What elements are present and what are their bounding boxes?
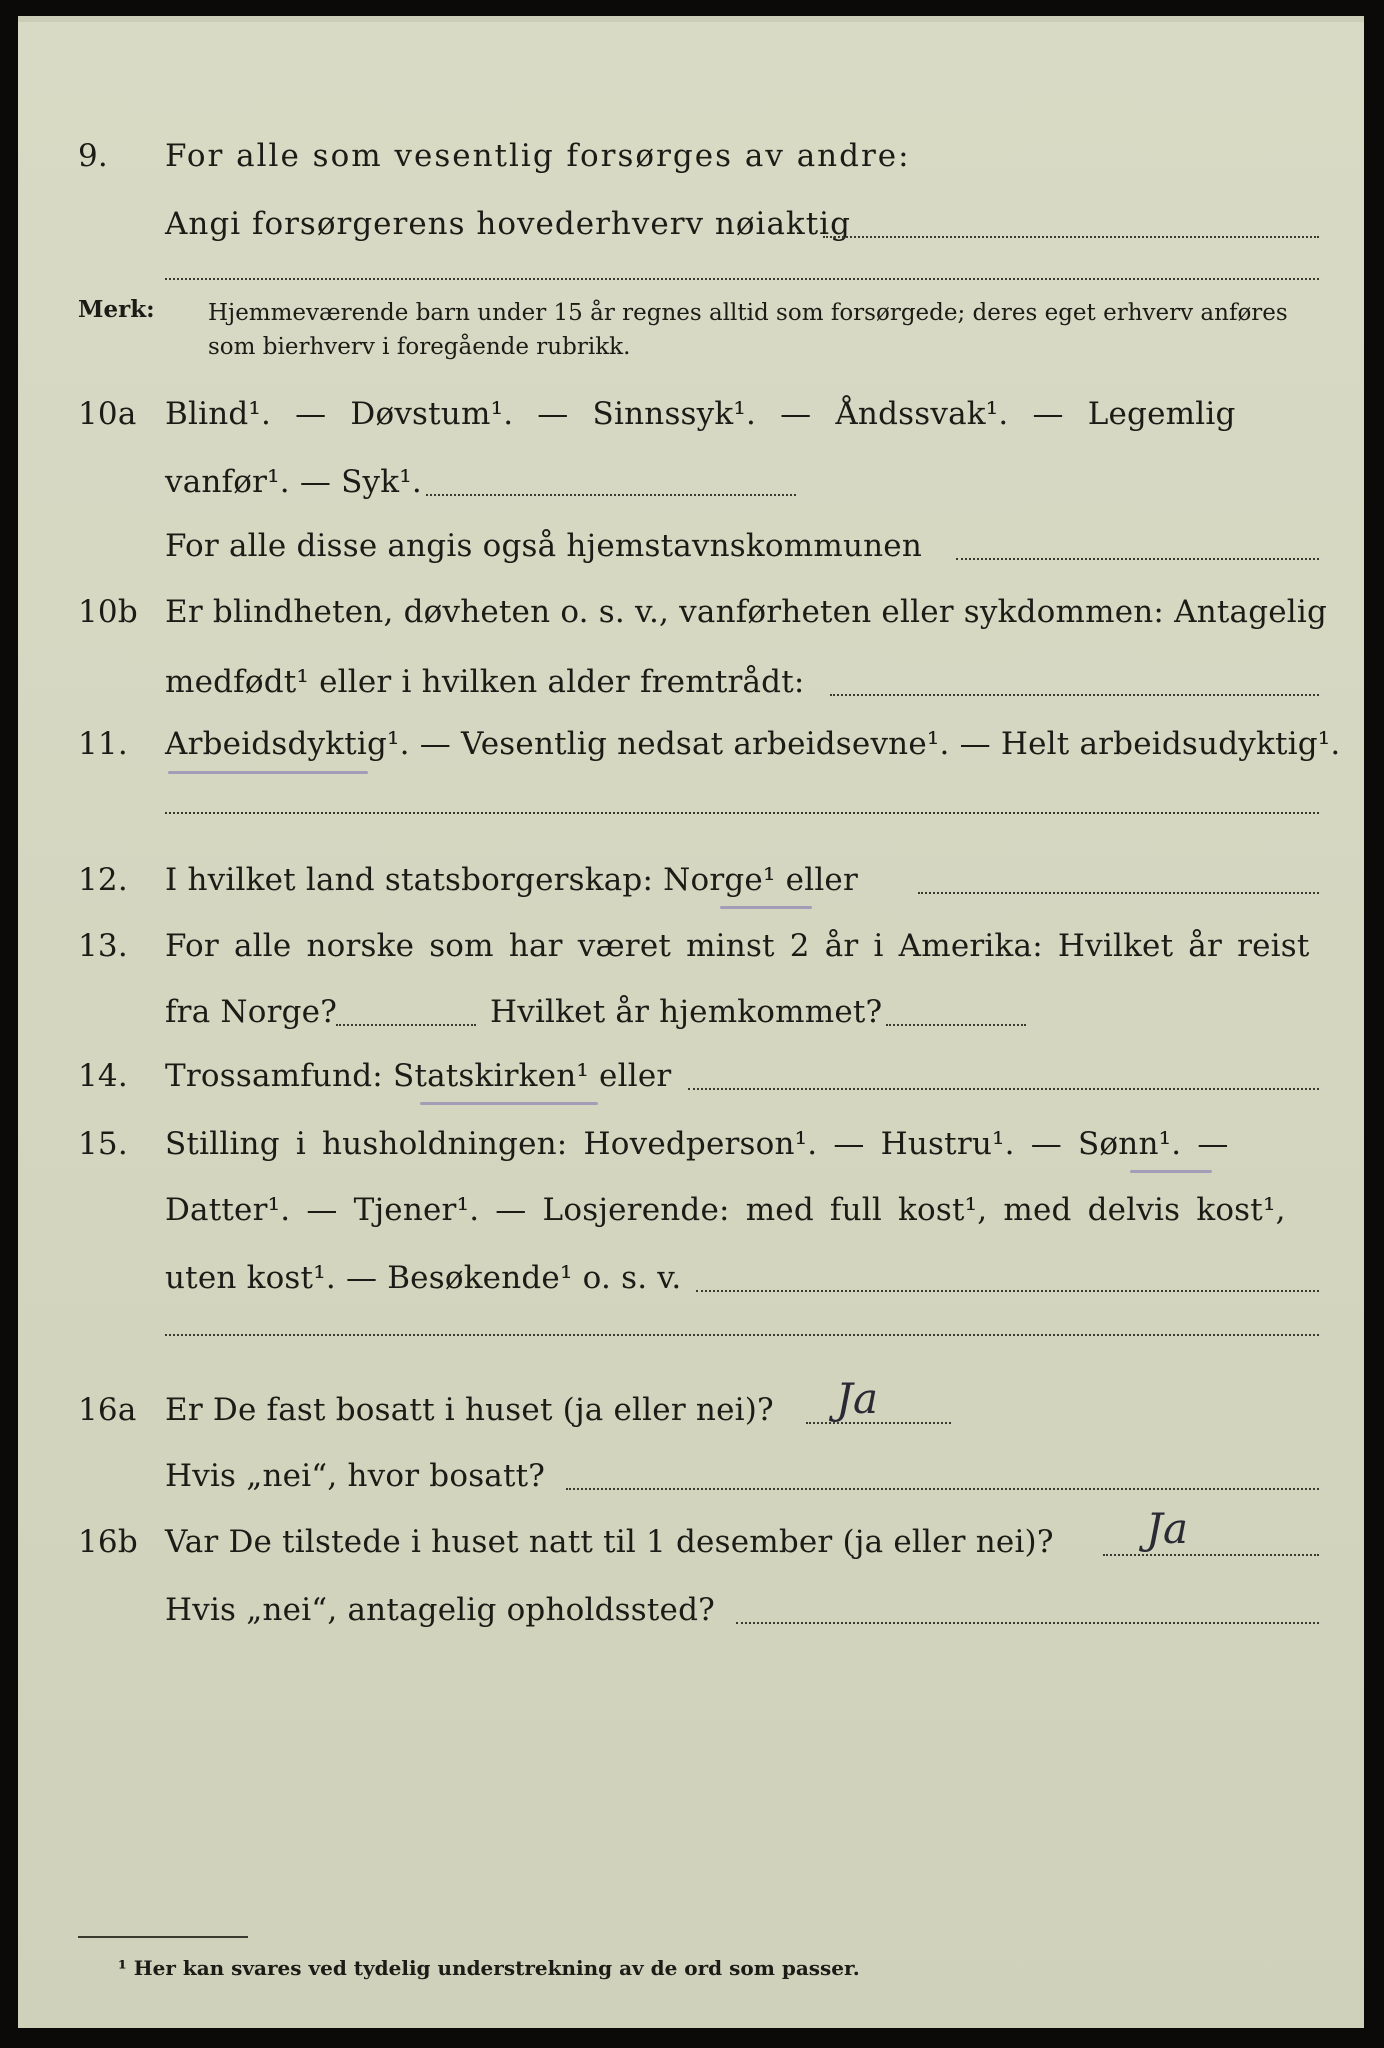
q10b-text2: medfødt¹ eller i hvilken alder fremtrådt:	[165, 664, 805, 700]
q9-text1: For alle som vesentlig forsørges av andre:	[165, 138, 911, 174]
q13-text2a: fra Norge?	[165, 994, 338, 1030]
q15-extra-line[interactable]	[165, 1334, 1319, 1336]
q12-answer-field[interactable]	[918, 892, 1319, 894]
q12-number: 12.	[78, 862, 128, 898]
q11-extra-line[interactable]	[165, 812, 1319, 814]
footnote-rule	[78, 1936, 248, 1938]
q16a-text2: Hvis „nei“, hvor bosatt?	[165, 1458, 546, 1494]
q16b-opholdssted-field[interactable]	[736, 1622, 1319, 1624]
q13-hjemkommet-field[interactable]	[886, 1024, 1026, 1026]
q16a-answer-field[interactable]	[806, 1422, 951, 1424]
q14-text1: Trossamfund: Statskirken¹ eller	[165, 1058, 672, 1094]
page-edge	[18, 16, 1364, 22]
q10a-hjemstavn-field[interactable]	[956, 558, 1319, 560]
q10a-text1: Blind¹. — Døvstum¹. — Sinnssyk¹. — Åndssvak¹. — Legemlig	[165, 396, 1236, 432]
q15-text1: Stilling i husholdningen: Hovedperson¹. — Hustru¹. — Sønn¹. —	[165, 1126, 1229, 1162]
pencil-underline-arbeidsdyktig	[168, 771, 368, 774]
q15-text3: uten kost¹. — Besøkende¹ o. s. v.	[165, 1260, 682, 1296]
q10a-text2: vanfør¹. — Syk¹.	[165, 464, 422, 500]
q16b-text2: Hvis „nei“, antagelig opholdssted?	[165, 1592, 715, 1628]
q14-answer-field[interactable]	[688, 1088, 1319, 1090]
q16b-answer-field[interactable]	[1103, 1554, 1319, 1556]
q10b-number: 10b	[78, 594, 138, 630]
footnote: ¹ Her kan svares ved tydelig understrekning av de ord som passer.	[118, 1956, 860, 1980]
q15-text2: Datter¹. — Tjener¹. — Losjerende: med full kost¹, med delvis kost¹,	[165, 1192, 1286, 1228]
q15-number: 15.	[78, 1126, 128, 1162]
q16a-text1: Er De fast bosatt i huset (ja eller nei)?	[165, 1392, 774, 1428]
q16b-text1: Var De tilstede i huset natt til 1 desember (ja eller nei)?	[165, 1524, 1054, 1560]
q13-text1: For alle norske som har været minst 2 år i Amerika: Hvilket år reist	[165, 928, 1310, 964]
q11-text1: Arbeidsdyktig¹. — Vesentlig nedsat arbeidsevne¹. — Helt arbeidsudyktig¹.	[165, 726, 1341, 762]
pencil-underline-sonn	[1130, 1170, 1212, 1173]
q12-text1: I hvilket land statsborgerskap: Norge¹ eller	[165, 862, 858, 898]
q16a-number: 16a	[78, 1392, 137, 1428]
q9-number: 9.	[78, 138, 108, 174]
q15-answer-field[interactable]	[696, 1290, 1319, 1292]
q13-reist-field[interactable]	[336, 1024, 476, 1026]
q16b-handwritten-answer: Ja	[1146, 1504, 1189, 1553]
q10a-syk-field[interactable]	[426, 494, 796, 496]
q10b-text1: Er blindheten, døvheten o. s. v., vanførheten eller sykdommen: Antagelig	[165, 594, 1328, 630]
pencil-underline-norge	[720, 906, 812, 909]
q11-number: 11.	[78, 726, 128, 762]
q10a-text3: For alle disse angis også hjemstavnskommunen	[165, 528, 922, 564]
census-form-page	[18, 16, 1364, 2028]
q10a-number: 10a	[78, 396, 137, 432]
q10b-answer-field[interactable]	[830, 694, 1319, 696]
q9-extra-line[interactable]	[165, 278, 1319, 280]
q9-text2: Angi forsørgerens hovederhverv nøiaktig	[165, 206, 851, 242]
q13-number: 13.	[78, 928, 128, 964]
q16a-bosatt-field[interactable]	[566, 1488, 1319, 1490]
q13-text2b: Hvilket år hjemkommet?	[490, 994, 883, 1030]
merk-text: Hjemmeværende barn under 15 år regnes alltid som forsørgede; deres eget erhverv anføres som bierhverv i foregående rubrikk.	[208, 300, 1288, 360]
pencil-underline-statskirken	[420, 1102, 598, 1105]
q14-number: 14.	[78, 1058, 128, 1094]
q16b-number: 16b	[78, 1524, 138, 1560]
merk-label: Merk:	[78, 296, 155, 323]
q9-answer-field[interactable]	[823, 236, 1319, 238]
q16a-handwritten-answer: Ja	[836, 1374, 879, 1423]
